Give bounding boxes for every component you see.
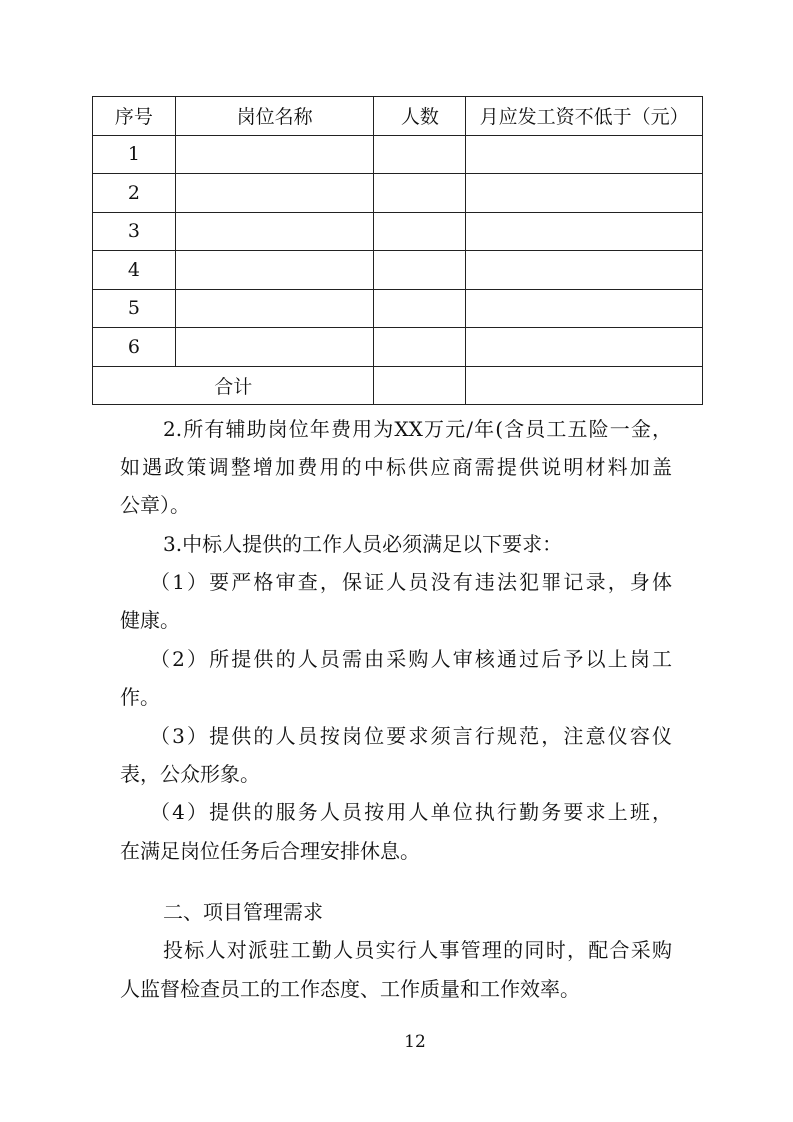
paragraph-line: （1）要严格审查，保证人员没有违法犯罪记录，身体 [150, 570, 672, 594]
header-cell: 序号 [93, 97, 176, 136]
paragraph-line: 公章）。 [120, 493, 190, 517]
cell [175, 328, 374, 367]
cell [466, 289, 703, 328]
total-label: 合计 [93, 366, 374, 405]
paragraph-line: 2.所有辅助岗位年费用为XX万元/年(含员工五险一金， [163, 417, 672, 441]
cell [374, 366, 466, 405]
cell [374, 174, 466, 213]
cell [374, 251, 466, 290]
cell [175, 251, 374, 290]
table-header-row [93, 97, 703, 136]
paragraph-line: 作。 [120, 685, 160, 709]
paragraph-line: 投标人对派驻工勤人员实行人事管理的同时，配合采购 [163, 938, 672, 962]
row-number: 1 [93, 135, 176, 174]
row-number: 4 [93, 251, 176, 290]
header-cell: 岗位名称 [175, 97, 374, 136]
header-cell: 月应发工资不低于（元） [466, 97, 703, 136]
cell [466, 174, 703, 213]
paragraph-line: 3.中标人提供的工作人员必须满足以下要求： [163, 532, 563, 556]
table-row [93, 328, 703, 367]
table-row [93, 135, 703, 174]
total-row [93, 366, 703, 405]
cell [466, 251, 703, 290]
cell [374, 212, 466, 251]
cell [374, 328, 466, 367]
cell [175, 212, 374, 251]
staff-table [92, 96, 703, 405]
table-row [93, 289, 703, 328]
row-number: 3 [93, 212, 176, 251]
cell [466, 212, 703, 251]
paragraph-line: （2）所提供的人员需由采购人审核通过后予以上岗工 [150, 647, 672, 671]
cell [175, 289, 374, 328]
cell [374, 135, 466, 174]
paragraph-line: 人监督检查员工的工作态度、工作质量和工作效率。 [120, 977, 580, 1001]
cell [466, 366, 703, 405]
table-row [93, 174, 703, 213]
paragraph-line: （4）提供的服务人员按用人单位执行勤务要求上班， [150, 800, 672, 824]
cell [175, 174, 374, 213]
row-number: 5 [93, 289, 176, 328]
section-title: 二、项目管理需求 [163, 900, 323, 924]
cell [466, 328, 703, 367]
paragraph-line: 表，公众形象。 [120, 762, 260, 786]
row-number: 6 [93, 328, 176, 367]
cell [175, 135, 374, 174]
table-row [93, 251, 703, 290]
row-number: 2 [93, 174, 176, 213]
paragraph-line: 健康。 [120, 608, 180, 632]
header-cell: 人数 [374, 97, 466, 136]
paragraph-line: 在满足岗位任务后合理安排休息。 [120, 839, 420, 863]
page-number: 12 [404, 1032, 426, 1052]
cell [374, 289, 466, 328]
table-row [93, 212, 703, 251]
cell [466, 135, 703, 174]
paragraph-line: （3）提供的人员按岗位要求须言行规范，注意仪容仪 [150, 724, 672, 748]
paragraph-line: 如遇政策调整增加费用的中标供应商需提供说明材料加盖 [120, 455, 672, 479]
